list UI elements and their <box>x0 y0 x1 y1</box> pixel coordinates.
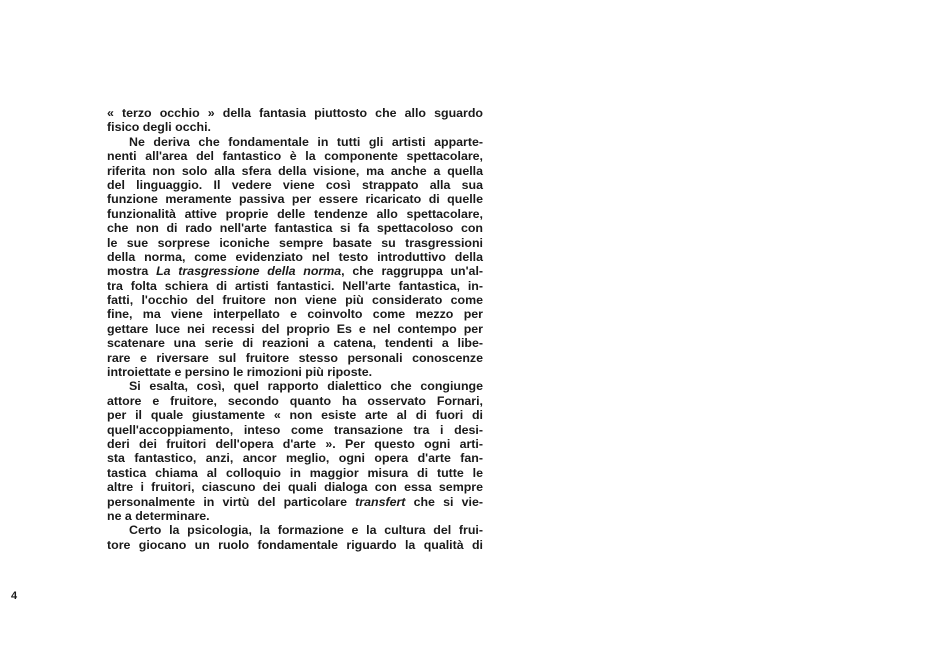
text-line: fine, ma viene interpellato e coinvolto come mezzo per <box>107 307 483 322</box>
text-line: del linguaggio. Il vedere viene così strappato alla sua <box>107 177 483 192</box>
text-line: le sue sorprese iconiche sempre basate su trasgressioni <box>107 235 483 250</box>
text-segment: , che raggruppa un'al- <box>341 264 484 279</box>
text-line: Certo la psicologia, la formazione e la cultura del frui- <box>129 523 483 538</box>
text-line: Si esalta, così, quel rapporto dialettico che congiunge <box>129 379 483 394</box>
text-line: scatenare una serie di reazioni a catena, tendenti a libe- <box>107 336 483 351</box>
paragraph <box>107 379 483 523</box>
text-line: attore e fruitore, secondo quanto ha osservato Fornari, <box>107 393 483 408</box>
text-line: fisico degli occhi. <box>107 120 211 135</box>
text-line <box>107 264 483 278</box>
paragraph <box>107 135 483 380</box>
text-line <box>107 495 483 509</box>
text-line: funzionalità attive proprie delle tendenze allo spettacolare, <box>107 206 483 221</box>
page-number: 4 <box>11 590 18 602</box>
italic-title: transfert <box>355 494 406 509</box>
text-line: tastica chiama al colloquio in maggior misura di tutte le <box>107 465 483 480</box>
text-line: altre i fruitori, ciascuno dei quali dialoga con essa sempre <box>107 480 483 495</box>
italic-title: La trasgressione della norma <box>156 264 342 279</box>
text-line: tore giocano un ruolo fondamentale riguardo la qualità di <box>107 537 483 552</box>
text-line: « terzo occhio » della fantasia piuttosto che allo sguardo <box>107 106 483 120</box>
text-line: riferita non solo alla sfera della visione, ma anche a quella <box>107 163 483 178</box>
text-line: deri dei fruitori dell'opera d'arte ». Per questo ogni arti- <box>107 436 483 451</box>
text-segment: mostra <box>107 264 157 279</box>
paragraph <box>107 523 483 552</box>
text-line: quell'accoppiamento, inteso come transazione tra i desi- <box>107 422 483 437</box>
text-line: tra folta schiera di artisti fantastici. Nell'arte fantastica, in- <box>107 278 483 293</box>
text-line: Ne deriva che fondamentale in tutti gli artisti apparte- <box>129 134 483 149</box>
text-column <box>107 106 483 552</box>
text-segment: che si vie- <box>405 494 483 509</box>
text-line: che non di rado nell'arte fantastica si fa spettacoloso con <box>107 221 483 236</box>
text-line: sta fantastico, anzi, ancor meglio, ogni opera d'arte fan- <box>107 451 483 466</box>
text-line: rare e riversare sul fruitore stesso personali conoscenze <box>107 350 483 365</box>
text-line: introiettate e persino le rimozioni più riposte. <box>107 365 373 380</box>
text-line: funzione meramente passiva per essere ricaricato di quelle <box>107 192 483 207</box>
text-line: gettare luce nei recessi del proprio Es e nel contempo per <box>107 321 483 336</box>
text-segment: personalmente in virtù del particolare <box>107 494 356 509</box>
paragraph <box>107 106 483 135</box>
text-line: fatti, l'occhio del fruitore non viene più considerato come <box>107 293 483 308</box>
text-line: nenti all'area del fantastico è la componente spettacolare, <box>107 149 483 164</box>
text-line: della norma, come evidenziato nel testo introduttivo della <box>107 249 483 264</box>
text-line: ne a determinare. <box>107 508 210 523</box>
text-line: per il quale giustamente « non esiste arte al di fuori di <box>107 408 483 423</box>
